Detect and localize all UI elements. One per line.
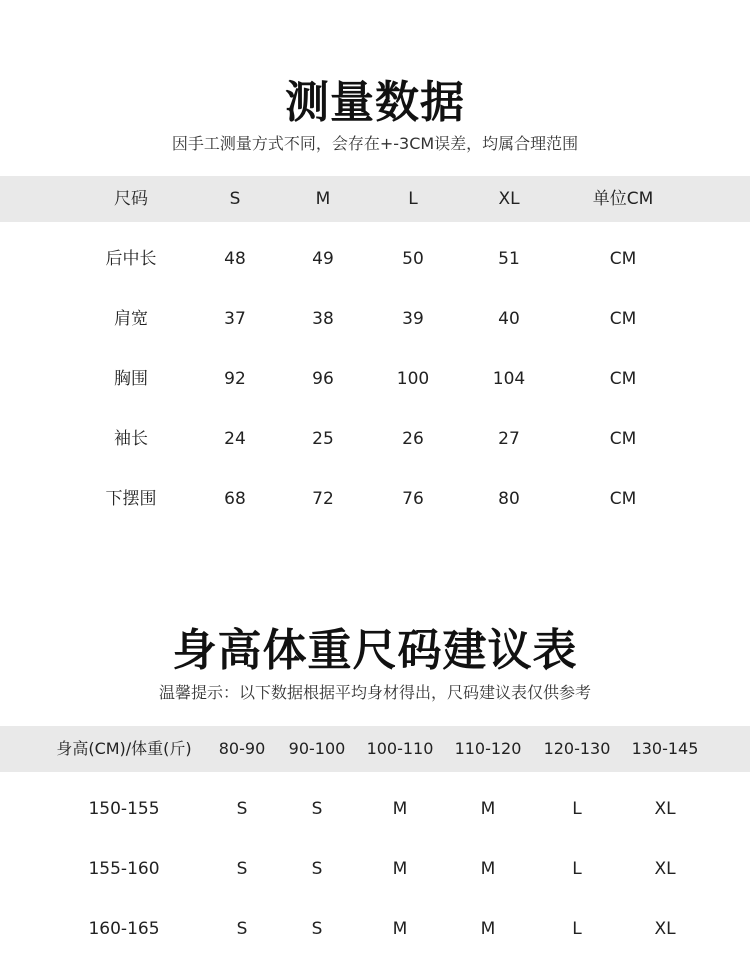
measure-header-unit: 单位CM bbox=[592, 189, 654, 209]
measure-header-s: S bbox=[229, 189, 241, 209]
measure-cell-unit: CM bbox=[609, 489, 637, 509]
measure-cell-xl: 27 bbox=[498, 429, 520, 449]
suggest-cell-size: M bbox=[480, 859, 496, 879]
measure-cell-m: 49 bbox=[312, 249, 334, 269]
suggest-row bbox=[0, 906, 750, 952]
measure-cell-m: 25 bbox=[312, 429, 334, 449]
measure-row-shoulder bbox=[0, 296, 750, 342]
measure-cell-label: 后中长 bbox=[105, 249, 157, 269]
suggest-title: 身高体重尺码建议表 bbox=[172, 625, 578, 676]
suggest-cell-size: XL bbox=[654, 919, 676, 939]
measure-cell-l: 26 bbox=[402, 429, 424, 449]
suggest-cell-size: XL bbox=[654, 859, 676, 879]
suggest-cell-size: S bbox=[311, 919, 323, 939]
suggest-cell-size: L bbox=[572, 919, 582, 939]
suggest-cell-size: M bbox=[480, 799, 496, 819]
suggest-cell-size: M bbox=[392, 799, 408, 819]
measure-title: 测量数据 bbox=[285, 77, 465, 128]
suggest-row bbox=[0, 786, 750, 832]
suggest-cell-height: 160-165 bbox=[88, 919, 160, 939]
suggest-cell-size: M bbox=[392, 859, 408, 879]
measure-row-back-length bbox=[0, 236, 750, 282]
measure-cell-label: 袖长 bbox=[114, 429, 148, 449]
measure-cell-unit: CM bbox=[609, 429, 637, 449]
measure-cell-s: 48 bbox=[224, 249, 246, 269]
suggest-header-w3: 100-110 bbox=[366, 739, 434, 758]
suggest-header-w1: 80-90 bbox=[218, 739, 266, 758]
measure-cell-s: 37 bbox=[224, 309, 246, 329]
suggest-subtitle: 温馨提示：以下数据根据平均身材得出，尺码建议表仅供参考 bbox=[158, 683, 591, 702]
suggest-header-row bbox=[0, 726, 750, 772]
suggest-cell-size: S bbox=[236, 799, 248, 819]
suggest-cell-size: M bbox=[480, 919, 496, 939]
suggest-header-w6: 130-145 bbox=[631, 739, 699, 758]
measure-cell-l: 76 bbox=[402, 489, 424, 509]
measure-cell-s: 92 bbox=[224, 369, 246, 389]
measure-cell-s: 68 bbox=[224, 489, 246, 509]
measure-cell-s: 24 bbox=[224, 429, 246, 449]
suggest-header-w4: 110-120 bbox=[454, 739, 522, 758]
measure-cell-l: 50 bbox=[402, 249, 424, 269]
measure-cell-xl: 51 bbox=[498, 249, 520, 269]
measure-cell-unit: CM bbox=[609, 309, 637, 329]
measure-cell-label: 胸围 bbox=[114, 369, 148, 389]
measure-header-m: M bbox=[315, 189, 331, 209]
suggest-cell-height: 150-155 bbox=[88, 799, 160, 819]
measure-cell-m: 38 bbox=[312, 309, 334, 329]
suggest-cell-size: L bbox=[572, 859, 582, 879]
measure-header-row bbox=[0, 176, 750, 222]
suggest-cell-height: 155-160 bbox=[88, 859, 160, 879]
suggest-cell-size: S bbox=[311, 799, 323, 819]
suggest-cell-size: L bbox=[572, 799, 582, 819]
measure-header-size: 尺码 bbox=[114, 189, 148, 209]
measure-cell-unit: CM bbox=[609, 369, 637, 389]
measure-header-l: L bbox=[408, 189, 418, 209]
suggest-row bbox=[0, 846, 750, 892]
measure-cell-xl: 80 bbox=[498, 489, 520, 509]
measure-cell-xl: 104 bbox=[492, 369, 526, 389]
measure-cell-label: 肩宽 bbox=[114, 309, 148, 329]
measure-cell-l: 39 bbox=[402, 309, 424, 329]
suggest-header-w5: 120-130 bbox=[543, 739, 611, 758]
suggest-cell-size: S bbox=[311, 859, 323, 879]
suggest-header-w2: 90-100 bbox=[288, 739, 346, 758]
measure-cell-unit: CM bbox=[609, 249, 637, 269]
suggest-cell-size: XL bbox=[654, 799, 676, 819]
measure-cell-l: 100 bbox=[396, 369, 430, 389]
suggest-cell-size: M bbox=[392, 919, 408, 939]
measure-row-hem bbox=[0, 476, 750, 522]
measure-cell-m: 72 bbox=[312, 489, 334, 509]
suggest-cell-size: S bbox=[236, 859, 248, 879]
suggest-header-height-weight: 身高(CM)/体重(斤) bbox=[56, 739, 192, 758]
measure-row-sleeve bbox=[0, 416, 750, 462]
measure-header-xl: XL bbox=[498, 189, 520, 209]
suggest-cell-size: S bbox=[236, 919, 248, 939]
measure-cell-label: 下摆围 bbox=[105, 489, 157, 509]
measure-row-chest bbox=[0, 356, 750, 402]
measure-subtitle: 因手工测量方式不同，会存在+-3CM误差，均属合理范围 bbox=[171, 134, 579, 153]
measure-cell-m: 96 bbox=[312, 369, 334, 389]
measure-cell-xl: 40 bbox=[498, 309, 520, 329]
